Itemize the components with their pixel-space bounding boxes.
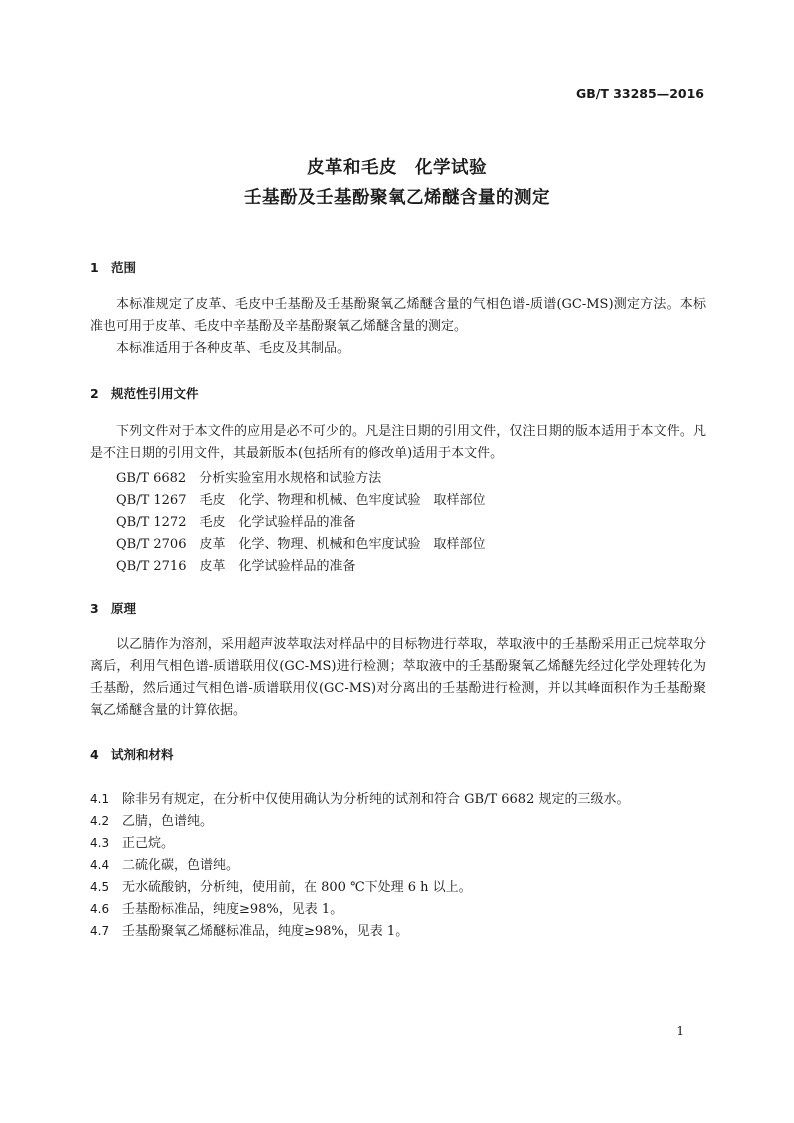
- page-number: 1: [676, 1024, 684, 1038]
- clause-item: [90, 810, 213, 829]
- clause-text: 壬基酚标准品，纯度≥98%，见表 1。: [122, 902, 344, 917]
- section-number: 2: [90, 386, 99, 401]
- clause-item: [90, 854, 239, 873]
- section-1-heading: [90, 258, 136, 276]
- section-1-paragraph-1: 本标准规定了皮革、毛皮中壬基酚及壬基酚聚氧乙烯醚含量的气相色谱-质谱(GC-MS)测定方法。本标准也可用于皮革、毛皮中辛基酚及辛基酚聚氧乙烯醚含量的测定。: [90, 297, 706, 334]
- clause-text: 乙腈，色谱纯。: [122, 814, 214, 829]
- clause-number: 4.3: [90, 836, 110, 850]
- section-2-paragraph-1: 下列文件对于本文件的应用是必不可少的。凡是注日期的引用文件，仅注日期的版本适用于本文件。凡是不注日期的引用文件，其最新版本(包括所有的修改单)适用于本文件。: [90, 424, 706, 461]
- section-number: 1: [90, 260, 99, 275]
- reference-item: QB/T 2716 皮革 化学试验样品的准备: [116, 559, 356, 574]
- section-4-heading: [90, 745, 174, 763]
- section-3-paragraph-1: 以乙腈作为溶剂，采用超声波萃取法对样品中的目标物进行萃取，萃取液中的壬基酚采用正己烷萃取分离后，利用气相色谱-质谱联用仪(GC-MS)进行检测；萃取液中的壬基酚聚氧乙烯醚先经过化学处理转化为壬基酚，然后通过气相色谱-质谱联用仪(GC-MS)对分离出的壬基酚进行检测，并以其峰面积作为壬基酚聚氧乙烯醚含量的计算依据。: [90, 637, 706, 718]
- section-number: 4: [90, 747, 99, 762]
- standard-code: GB/T 33285—2016: [575, 86, 704, 101]
- reference-item: GB/T 6682 分析实验室用水规格和试验方法: [116, 471, 382, 486]
- clause-number: 4.7: [90, 924, 110, 938]
- section-title: 范围: [111, 260, 137, 275]
- clause-item: [90, 832, 174, 851]
- section-title: 原理: [111, 601, 137, 616]
- clause-item: [90, 898, 343, 917]
- clause-number: 4.2: [90, 814, 110, 828]
- clause-text: 二硫化碳，色谱纯。: [122, 858, 240, 873]
- reference-item: QB/T 2706 皮革 化学、物理、机械和色牢度试验 取样部位: [116, 537, 486, 552]
- document-title-line-2: 壬基酚及壬基酚聚氧乙烯醚含量的测定: [244, 188, 550, 208]
- clause-text: 壬基酚聚氧乙烯醚标准品，纯度≥98%，见表 1。: [122, 924, 409, 939]
- clause-text: 无水硫酸钠，分析纯，使用前，在 800 ℃下处理 6 h 以上。: [122, 880, 472, 895]
- reference-item: QB/T 1272 毛皮 化学试验样品的准备: [116, 515, 356, 530]
- section-number: 3: [90, 601, 99, 616]
- section-3-heading: [90, 599, 136, 617]
- section-title: 规范性引用文件: [111, 386, 199, 401]
- clause-number: 4.5: [90, 880, 110, 894]
- clause-item: [90, 788, 629, 807]
- section-1-paragraph-2: 本标准适用于各种皮革、毛皮及其制品。: [116, 341, 351, 356]
- clause-number: 4.6: [90, 902, 110, 916]
- section-title: 试剂和材料: [111, 747, 174, 762]
- clause-text: 正己烷。: [122, 836, 175, 851]
- document-title-line-1: 皮革和毛皮 化学试验: [307, 158, 487, 178]
- clause-number: 4.1: [90, 792, 110, 806]
- clause-text: 除非另有规定，在分析中仅使用确认为分析纯的试剂和符合 GB/T 6682 规定的三级水。: [122, 792, 630, 807]
- clause-number: 4.4: [90, 858, 110, 872]
- reference-item: QB/T 1267 毛皮 化学、物理和机械、色牢度试验 取样部位: [116, 493, 486, 508]
- section-2-heading: [90, 384, 199, 402]
- clause-item: [90, 920, 408, 939]
- clause-item: [90, 876, 472, 895]
